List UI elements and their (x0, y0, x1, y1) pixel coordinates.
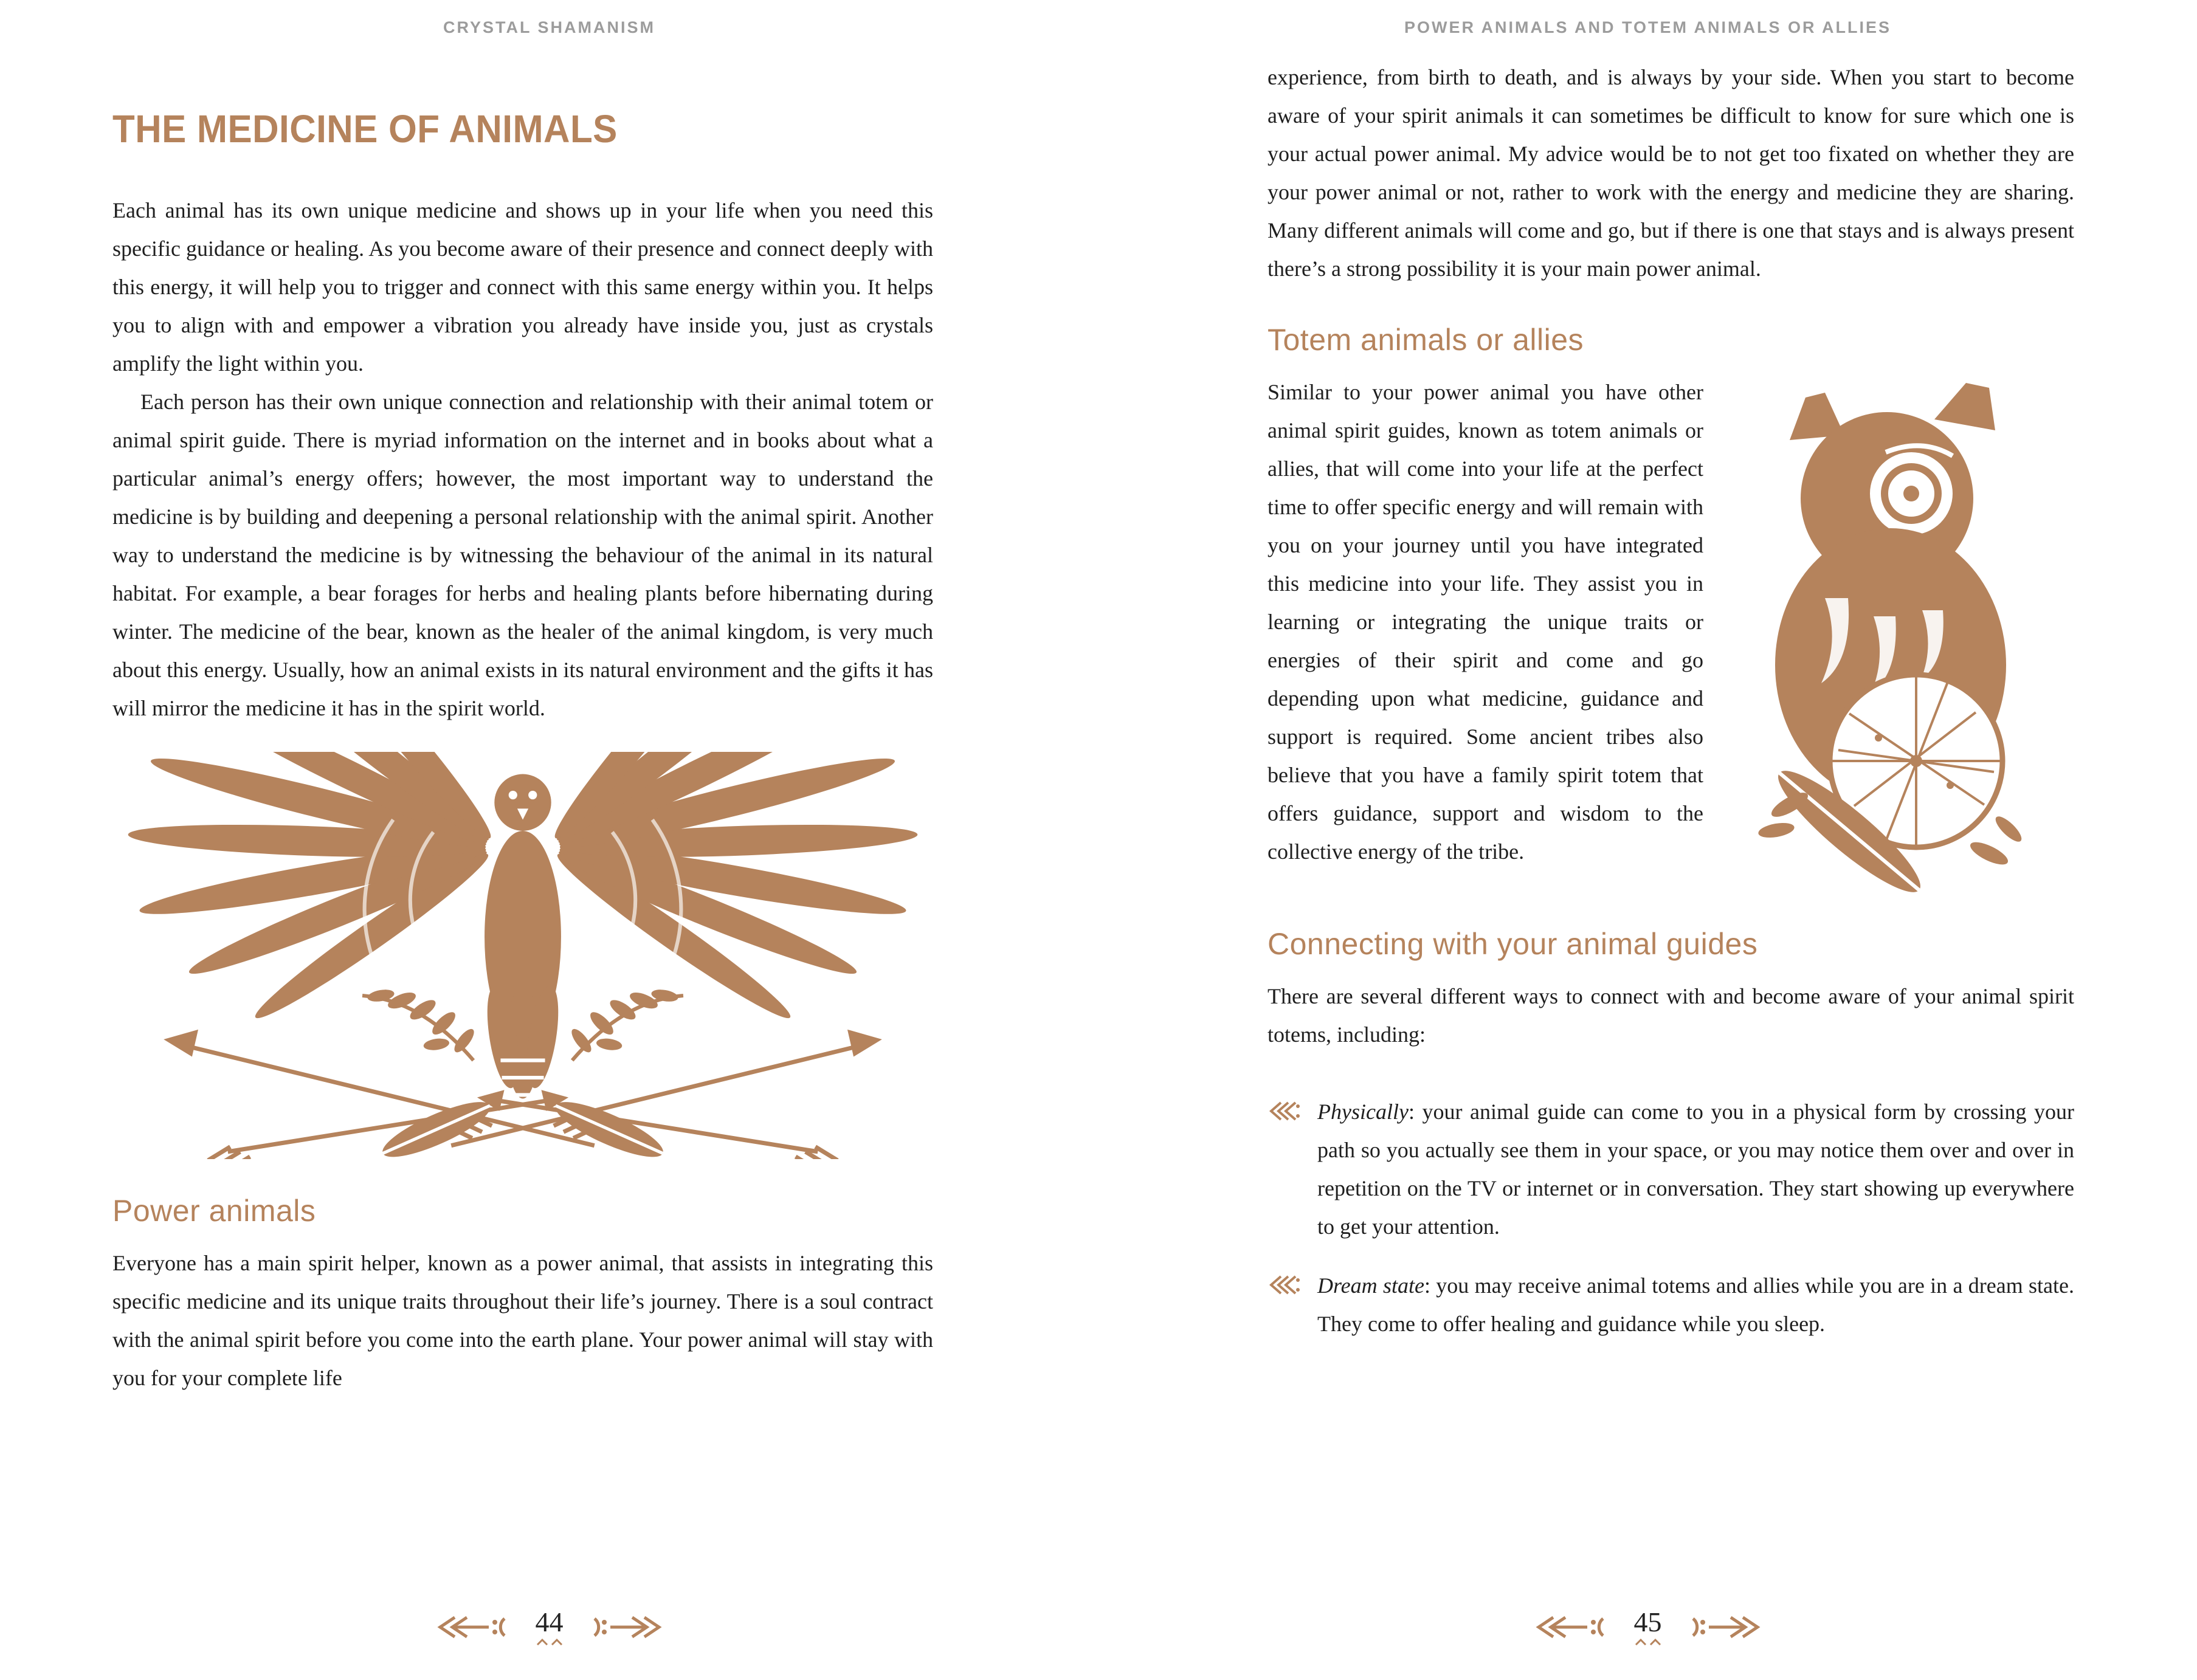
power-animals-paragraph: Everyone has a main spirit helper, known as a power animal, that assists in integrating this specific medicine and its unique traits throughout their life’s journey. There is a soul contract with the animal spirit before you come into the earth plane. Your power animal will stay with you for your complete life (112, 1251, 933, 1390)
right-paragraph-1: experience, from birth to death, and is always by your side. When you start to become aware of your spirit animals it can sometimes be difficult to know for sure which one is your actual power animal. My advice would be to not get too fixated on whether they are your power animal or not, rather to work with the energy and medicine they are sharing. Many different animals will come and go, but if there is one that stays and is always present there’s a strong possibility it is your main power animal. (1268, 65, 2074, 281)
connecting-paragraph: There are several different ways to connect with and become aware of your animal spirit totems, including: (1268, 984, 2074, 1047)
running-head-right: POWER ANIMALS AND TOTEM ANIMALS OR ALLIES (1404, 18, 1891, 36)
page-number: 45 (1633, 1606, 1662, 1637)
bullet-item-physically (1268, 1093, 2074, 1246)
page-right (1098, 0, 2197, 1680)
footer-right (1098, 1608, 2197, 1646)
guides-bullet-list (1268, 1093, 2074, 1343)
footer-left (0, 1608, 1098, 1646)
page-number-ornament-icon (1630, 1637, 1666, 1646)
page-number-block (531, 1608, 568, 1646)
left-paragraph-2: Each person has their own unique connection and relationship with their animal totem or animal spirit guide. There is myriad information on the internet and in books about what a particular animal’s energy offers; however, the most important way to understand the medicine is by building and deepening a personal relationship with the animal spirit. Another way to understand the medicine is by witnessing the behaviour of the animal in its natural habitat. For example, a bear forages for herbs and healing plants before hibernating during winter. The medicine of the bear, known as the healer of the animal kingdom, is very much about this energy. Usually, how an animal exists in its natural environment and the gifts it has will mirror the medicine it has in the spirit world. (112, 390, 933, 720)
bullet-item-dream-state (1268, 1267, 2074, 1343)
owl-dreamcatcher-icon (1734, 379, 2074, 920)
totem-animals-heading: Totem animals or allies (1268, 323, 1584, 357)
bullet-text: : you may receive animal totems and allies while you are in a dream state. They come to offer healing and guidance while you sleep. (1317, 1273, 2075, 1336)
page-ornament-left-icon (1535, 1614, 1614, 1640)
page-number-ornament-icon (531, 1637, 568, 1646)
connecting-heading: Connecting with your animal guides (1268, 927, 1758, 961)
page-number-block (1630, 1608, 1666, 1646)
page-ornament-left-icon (436, 1614, 516, 1640)
arrow-fletching-bullet-icon (1268, 1274, 1302, 1296)
owl-illustration (1734, 379, 2074, 920)
bullet-text: : your animal guide can come to you in a physical form by crossing your path so you actually see them in your space, or you may notice them over and over in repetition on the TV or internet or in conversation. They start showing up everywhere to get your attention. (1317, 1100, 2074, 1239)
bullet-lead: Dream state (1317, 1273, 1424, 1298)
page-ornament-right-icon (584, 1614, 663, 1640)
hawk-illustration (128, 752, 918, 1159)
left-paragraph-1: Each animal has its own unique medicine and shows up in your life when you need this specific guidance or healing. As you become aware of their presence and connect deeply with this energy, it will help you to trigger and connect with this same energy within you. It helps you to align with and empower a vibration you already have inside you, just as crystals amplify the light within you. (112, 198, 933, 376)
bullet-lead: Physically (1317, 1100, 1409, 1124)
running-head-left: CRYSTAL SHAMANISM (443, 18, 655, 36)
hawk-icon (128, 752, 918, 1159)
page-left (0, 0, 1098, 1680)
chapter-title: THE MEDICINE OF ANIMALS (112, 107, 618, 151)
page-number: 44 (535, 1606, 564, 1637)
totem-animals-paragraph: Similar to your power animal you have other animal spirit guides, known as totem animals or allies, that will come into your life at the perfect time to offer specific energy and will remain with you on your journey until you have integrated this medicine into your life. They assist you in learning or integrating the unique traits or energies of their spirit and come and go depending upon what medicine, guidance and support is required. Some ancient tribes also believe that you have a family spirit totem that offers guidance, support and wisdom to the collective energy of the tribe. (1268, 380, 1703, 864)
arrow-fletching-bullet-icon (1268, 1100, 1302, 1122)
page-ornament-right-icon (1682, 1614, 1761, 1640)
power-animals-heading: Power animals (112, 1194, 316, 1228)
